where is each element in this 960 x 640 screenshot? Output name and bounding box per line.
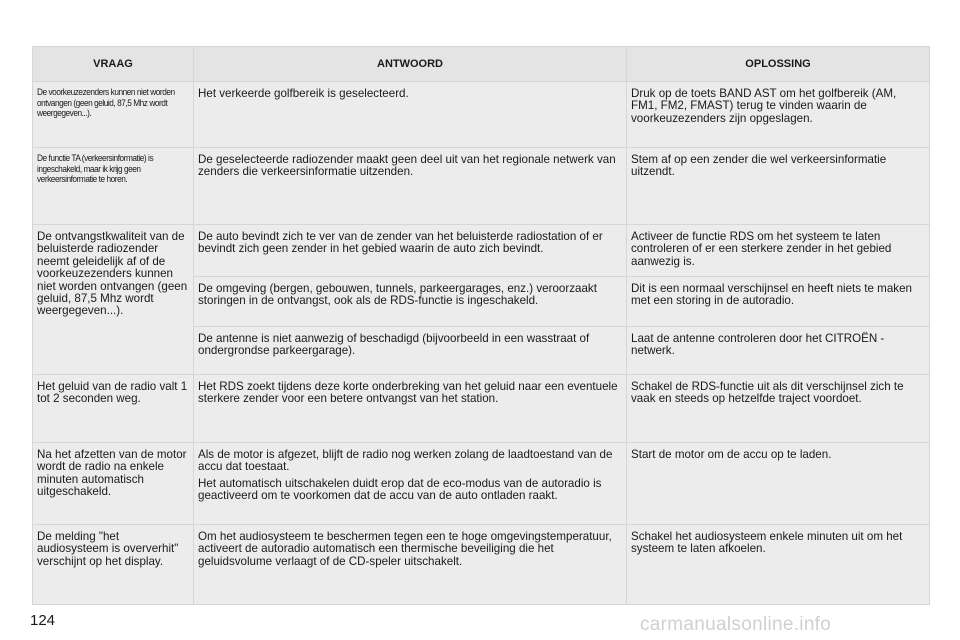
question-text: De functie TA (verkeersinformatie) is ingeschakeld, maar ik krijg geen verkeersinformatie te horen. [37,153,154,184]
solution-text: Stem af op een zender die wel verkeersinformatie uitzendt. [631,153,887,179]
header-question: VRAAG [33,47,194,82]
header-solution: OPLOSSING [627,47,930,82]
answer-text: Het verkeerde golfbereik is geselecteerd. [198,87,409,100]
solution-cell [627,327,930,375]
solution-cell [627,525,930,605]
table-row [33,148,930,225]
question-cell [33,443,194,525]
solution-cell [627,148,930,225]
solution-cell [627,375,930,443]
question-text: De melding "het audiosysteem is oververhit" verschijnt op het display. [37,530,179,568]
solution-text: Start de motor om de accu op te laden. [631,448,832,461]
question-text: De ontvangstkwaliteit van de beluisterde radiozender neemt geleidelijk af of de voorkeuzezenders kunnen niet worden ontvangen (geen geluid, 87,5 Mhz wordt weergegeven...). [37,230,188,318]
answer-text: De omgeving (bergen, gebouwen, tunnels, parkeergarages, enz.) veroorzaakt storingen in de ontvangst, ook als de RDS-functie is ingeschakeld. [198,282,597,308]
table-row [33,375,930,443]
solution-cell [627,82,930,148]
question-text: Na het afzetten van de motor wordt de radio na enkele minuten automatisch uitgeschakeld. [37,448,187,499]
solution-cell [627,277,930,327]
table-row [33,225,930,277]
table-row [33,82,930,148]
answer-cell [194,277,627,327]
solution-text: Laat de antenne controleren door het CITROËN -netwerk. [631,332,885,358]
question-cell [33,375,194,443]
table-row [33,443,930,525]
question-cell [33,82,194,148]
solution-cell [627,225,930,277]
troubleshooting-table [32,46,930,605]
answer-cell [194,443,627,525]
answer-text: Het RDS zoekt tijdens deze korte onderbreking van het geluid naar een eventuele sterkere zender voor een betere ontvangst van het station. [198,380,618,406]
solution-cell [627,443,930,525]
solution-text: Dit is een normaal verschijnsel en heeft niets te maken met een storing in de autoradio. [631,282,912,308]
page-number: 124 [30,612,56,629]
solution-text: Schakel het audiosysteem enkele minuten uit om het systeem te laten afkoelen. [631,530,903,556]
answer-text: De auto bevindt zich te ver van de zender van het beluisterde radiostation of er bevindt zich geen zender in het gebied waarin de auto zich bevindt. [198,230,603,256]
solution-text: Activeer de functie RDS om het systeem te laten controleren of er een sterkere zender in het gebied aanwezig is. [631,230,892,268]
table-row [33,525,930,605]
solution-text: Schakel de RDS-functie uit als dit verschijnsel zich te vaak en steeds op hetzelfde traject voordoet. [631,380,904,406]
answer-cell [194,225,627,277]
answer-cell [194,148,627,225]
answer-text: De geselecteerde radiozender maakt geen deel uit van het regionale netwerk van zenders die verkeersinformatie uitzenden. [198,153,616,179]
question-text: Het geluid van de radio valt 1 tot 2 seconden weg. [37,380,188,406]
answer-cell [194,82,627,148]
answer-cell [194,375,627,443]
header-answer: ANTWOORD [194,47,627,82]
answer-text: De antenne is niet aanwezig of beschadigd (bijvoorbeeld in een wasstraat of ondergrondse parkeergarage). [198,332,590,358]
question-cell [33,225,194,375]
watermark: carmanualsonline.info [640,614,832,635]
answer-cell [194,525,627,605]
answer-text-secondary: Het automatisch uitschakelen duidt erop dat de eco-modus van de autoradio is geactiveerd om te voorkomen dat de accu van de auto ontladen raakt. [198,476,602,503]
table-header-row [33,47,930,82]
answer-text: Als de motor is afgezet, blijft de radio nog werken zolang de laadtoestand van de accu dat toestaat. [198,448,613,474]
question-cell [33,525,194,605]
solution-text: Druk op de toets BAND AST om het golfbereik (AM, FM1, FM2, FMAST) terug te vinden waarin de voorkeuzezenders zijn opgeslagen. [631,87,897,125]
question-text: De voorkeuzezenders kunnen niet worden ontvangen (geen geluid, 87,5 Mhz wordt weergegeven...). [37,87,175,118]
question-cell [33,148,194,225]
answer-text: Om het audiosysteem te beschermen tegen een te hoge omgevingstemperatuur, activeert de autoradio automatisch een thermische beveiliging die het geluidsvolume verlaagt of de CD-speler uitschakelt. [198,530,612,568]
answer-cell [194,327,627,375]
